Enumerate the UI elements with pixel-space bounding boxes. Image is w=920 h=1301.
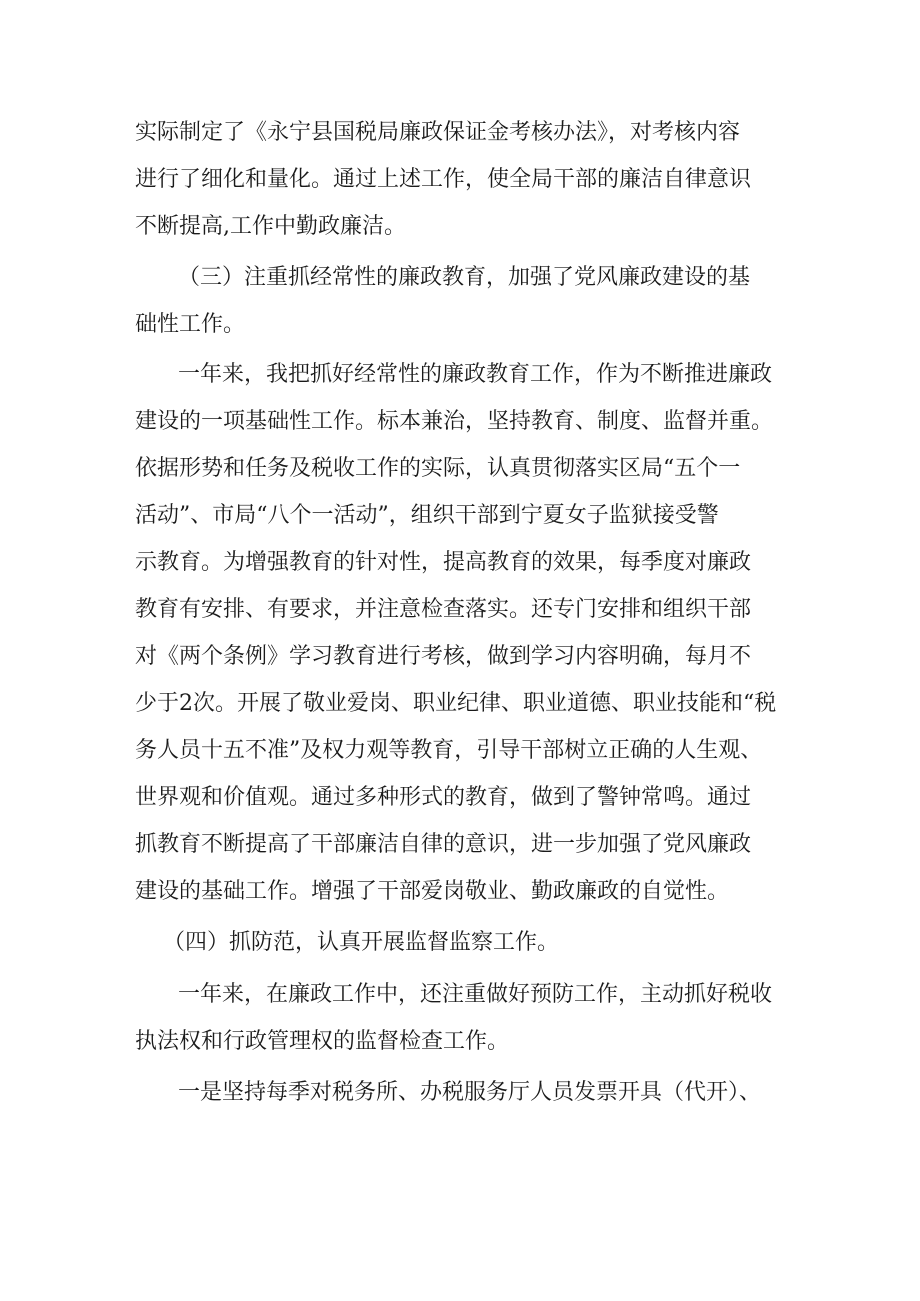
text-line: 活动”、市局“八个一活动”，组织干部到宁夏女子监狱接受警 bbox=[135, 503, 719, 528]
text-line: 少于2次。开展了敬业爱岗、职业纪律、职业道德、职业技能和“税 bbox=[135, 691, 777, 716]
text-line: 一年来，在廉政工作中，还注重做好预防工作，主动抓好税收 bbox=[178, 982, 773, 1007]
text-line: 世界观和价值观。通过多种形式的教育，做到了警钟常鸣。通过 bbox=[135, 785, 752, 810]
text-line: 一是坚持每季对税务所、办税服务厅人员发票开具（代开）、 bbox=[178, 1080, 762, 1105]
text-line: 务人员十五不准”及权力观等教育，引导干部树立正确的人生观、 bbox=[135, 738, 763, 763]
section-heading: （三）注重抓经常性的廉政教育，加强了党风廉政建设的基 bbox=[178, 265, 751, 290]
text-line: 一年来，我把抓好经常性的廉政教育工作，作为不断推进廉政 bbox=[178, 362, 773, 387]
text-line: 实际制定了《永宁县国税局廉政保证金考核办法》，对考核内容 bbox=[135, 120, 741, 145]
text-line: 不断提高,工作中勤政廉洁。 bbox=[135, 214, 406, 239]
text-line: 执法权和行政管理权的监督检查工作。 bbox=[135, 1029, 510, 1054]
text-line: 进行了细化和量化。通过上述工作，使全局干部的廉洁自律意识 bbox=[135, 167, 752, 192]
text-line: 示教育。为增强教育的针对性，提高教育的效果，每季度对廉政 bbox=[135, 550, 752, 575]
text-line: 教育有安排、有要求，并注意检查落实。还专门安排和组织干部 bbox=[135, 597, 752, 622]
text-line: 建设的一项基础性工作。标本兼治，坚持教育、制度、监督并重。 bbox=[135, 409, 774, 434]
section-heading: （四）抓防范，认真开展监督监察工作。 bbox=[163, 930, 560, 955]
text-line: 建设的基础工作。增强了干部爱岗敬业、勤政廉政的自觉性。 bbox=[135, 879, 730, 904]
text-line: 抓教育不断提高了干部廉洁自律的意识，进一步加强了党风廉政 bbox=[135, 832, 752, 857]
text-line: 依据形势和任务及税收工作的实际，认真贯彻落实区局“五个一 bbox=[135, 456, 741, 481]
text-line: 对《两个条例》学习教育进行考核，做到学习内容明确，每月不 bbox=[135, 644, 752, 669]
section-heading: 础性工作。 bbox=[135, 312, 246, 337]
